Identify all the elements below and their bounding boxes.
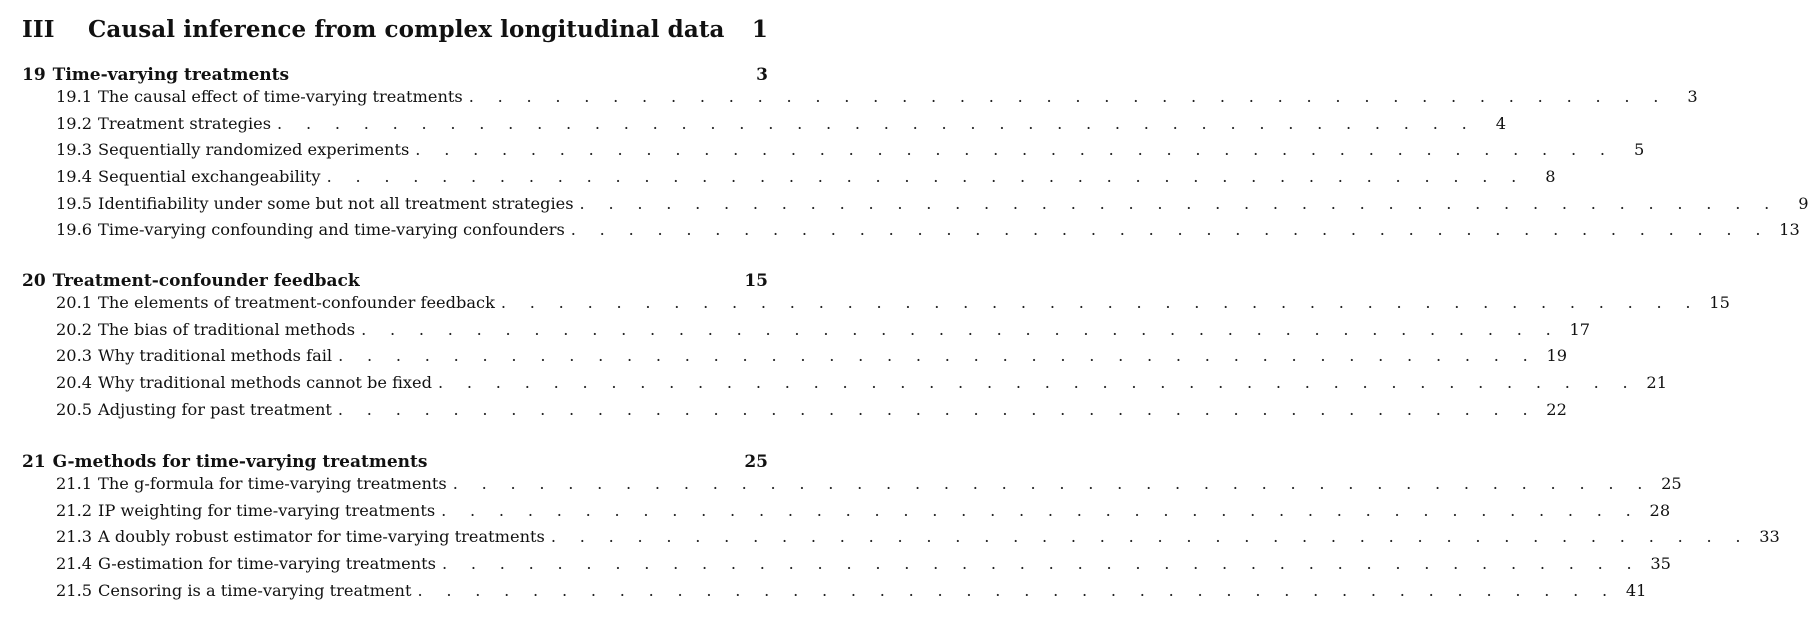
chapter-page-number: 3 <box>756 65 768 85</box>
section-number: 20.3 <box>56 346 93 366</box>
section-page-number: 41 <box>1625 580 1647 600</box>
section-title: The elements of treatment-confounder feedback <box>98 293 495 312</box>
chapter-number: 21 <box>22 452 46 472</box>
chapter-page-number: 15 <box>744 271 768 291</box>
dot-leader: . . . . . . . . . . . . . . . . . . . . . . . . . . . . . . . . . . . . . . . . . . <box>570 220 1770 240</box>
dot-leader: . . . . . . . . . . . . . . . . . . . . . . . . . . . . . . . . . . . . . . . . . . <box>338 346 1538 366</box>
section-page-number: 35 <box>1650 554 1671 574</box>
toc-section-entry[interactable] <box>22 399 1567 427</box>
section-title: The causal effect of time-varying treatments <box>98 87 463 106</box>
chapter-number: 20 <box>22 271 46 291</box>
toc-section-entry[interactable] <box>22 293 1730 320</box>
toc-section-entry[interactable] <box>22 140 1645 167</box>
section-title: Sequential exchangeability <box>98 167 321 187</box>
section-page-number: 9 <box>1798 193 1809 213</box>
part-page-number: 1 <box>751 15 768 43</box>
section-number: 19.4 <box>56 167 93 187</box>
dot-leader: . . . . . . . . . . . . . . . . . . . . . . . . . . . . . . . . . . . . . . . . . . <box>579 193 1779 213</box>
section-page-number: 25 <box>1661 474 1682 493</box>
dot-leader: . . . . . . . . . . . . . . . . . . . . . . . . . . . . . . . . . . . . . . . . . . <box>452 474 1652 493</box>
section-page-number: 17 <box>1569 319 1591 339</box>
section-page-number: 3 <box>1687 87 1698 106</box>
section-title: IP weighting for time-varying treatments <box>98 500 436 520</box>
section-title: Adjusting for past treatment <box>98 399 332 419</box>
section-number: 19.2 <box>56 113 93 133</box>
chapter-block <box>22 271 1730 426</box>
toc-section-entry[interactable] <box>22 319 1591 347</box>
section-page-number: 19 <box>1546 346 1568 366</box>
toc-section-entry[interactable] <box>22 474 1682 501</box>
section-number: 21.1 <box>56 474 93 493</box>
chapter-heading[interactable] <box>22 271 768 293</box>
dot-leader: . . . . . . . . . . . . . . . . . . . . . . . . . . . . . . . . . . . . . . . . . . <box>361 319 1561 339</box>
dot-leader: . . . . . . . . . . . . . . . . . . . . . . . . . . . . . . . . . . . . . . . . . . <box>337 399 1537 419</box>
section-number: 21.2 <box>56 500 93 520</box>
section-number: 19.5 <box>56 193 93 213</box>
section-number: 20.2 <box>56 319 93 339</box>
section-title: G-estimation for time-varying treatments <box>98 554 436 574</box>
chapter-heading[interactable] <box>22 65 768 87</box>
section-title: Time-varying confounding and time-varying confounders <box>98 220 565 240</box>
toc-section-entry[interactable] <box>22 167 1556 194</box>
section-page-number: 8 <box>1545 167 1556 187</box>
section-title: Censoring is a time-varying treatment <box>98 580 412 600</box>
dot-leader: . . . . . . . . . . . . . . . . . . . . . . . . . . . . . . . . . . . . . . . . . . <box>500 293 1700 312</box>
chapter-number: 19 <box>22 65 46 85</box>
toc-section-entry[interactable] <box>22 500 1671 528</box>
section-number: 21.5 <box>56 580 93 600</box>
section-number: 20.5 <box>56 399 93 419</box>
dot-leader: . . . . . . . . . . . . . . . . . . . . . . . . . . . . . . . . . . . . . . . . . . <box>441 554 1641 574</box>
chapter-heading[interactable] <box>22 452 768 474</box>
section-number: 21.3 <box>56 527 93 547</box>
dot-leader: . . . . . . . . . . . . . . . . . . . . . . . . . . . . . . . . . . . . . . . . . . <box>277 113 1477 133</box>
section-number: 19.3 <box>56 140 93 160</box>
section-page-number: 33 <box>1759 527 1780 547</box>
section-title: The g-formula for time-varying treatments <box>98 474 447 493</box>
section-page-number: 21 <box>1646 373 1667 393</box>
chapter-title: Treatment-confounder feedback <box>52 271 360 291</box>
dot-leader: . . . . . . . . . . . . . . . . . . . . . . . . . . . . . . . . . . . . . . . . . . <box>438 373 1637 393</box>
section-title: Identifiability under some but not all treatment strategies <box>98 193 574 213</box>
section-title: Why traditional methods cannot be fixed <box>98 373 433 393</box>
toc-section-entry[interactable] <box>22 193 1809 221</box>
dot-leader: . . . . . . . . . . . . . . . . . . . . . . . . . . . . . . . . . . . . . . . . . . <box>415 140 1615 160</box>
section-page-number: 28 <box>1649 500 1671 520</box>
dot-leader: . . . . . . . . . . . . . . . . . . . . . . . . . . . . . . . . . . . . . . . . . . <box>441 500 1641 520</box>
part-heading <box>22 12 768 46</box>
toc-section-entry[interactable] <box>22 113 1507 141</box>
section-page-number: 4 <box>1495 113 1507 133</box>
toc-section-entry[interactable] <box>22 87 1698 114</box>
toc-section-entry[interactable] <box>22 554 1671 581</box>
section-page-number: 13 <box>1779 220 1800 240</box>
toc-section-entry[interactable] <box>22 346 1568 373</box>
toc-section-entry[interactable] <box>22 220 1800 247</box>
section-page-number: 22 <box>1546 399 1567 419</box>
section-title: Why traditional methods fail <box>98 346 333 366</box>
chapter-block <box>22 65 1809 247</box>
section-number: 19.6 <box>56 220 93 240</box>
chapter-title: G-methods for time-varying treatments <box>52 452 428 472</box>
section-number: 19.1 <box>56 87 93 106</box>
section-number: 20.4 <box>56 373 93 393</box>
section-title: The bias of traditional methods <box>98 319 356 339</box>
chapter-title: Time-varying treatments <box>52 65 290 85</box>
part-title: Causal inference from complex longitudinal data <box>88 15 725 43</box>
chapter-block <box>22 452 1780 607</box>
chapter-page-number: 25 <box>744 452 768 472</box>
dot-leader: . . . . . . . . . . . . . . . . . . . . . . . . . . . . . . . . . . . . . . . . . . <box>326 167 1526 187</box>
section-number: 21.4 <box>56 554 93 574</box>
dot-leader: . . . . . . . . . . . . . . . . . . . . . . . . . . . . . . . . . . . . . . . . . . <box>468 87 1668 106</box>
toc-section-entry[interactable] <box>22 373 1667 400</box>
section-title: Treatment strategies <box>98 113 272 133</box>
dot-leader: . . . . . . . . . . . . . . . . . . . . . . . . . . . . . . . . . . . . . . . . . . <box>550 527 1750 547</box>
section-title: A doubly robust estimator for time-varying treatments <box>98 527 545 547</box>
part-number: III <box>22 15 55 43</box>
section-page-number: 5 <box>1633 140 1645 160</box>
toc-section-entry[interactable] <box>22 580 1647 608</box>
dot-leader: . . . . . . . . . . . . . . . . . . . . . . . . . . . . . . . . . . . . . . . . . . <box>417 580 1617 600</box>
section-number: 20.1 <box>56 293 93 312</box>
toc-section-entry[interactable] <box>22 527 1780 554</box>
section-page-number: 15 <box>1709 293 1730 312</box>
section-title: Sequentially randomized experiments <box>98 140 410 160</box>
